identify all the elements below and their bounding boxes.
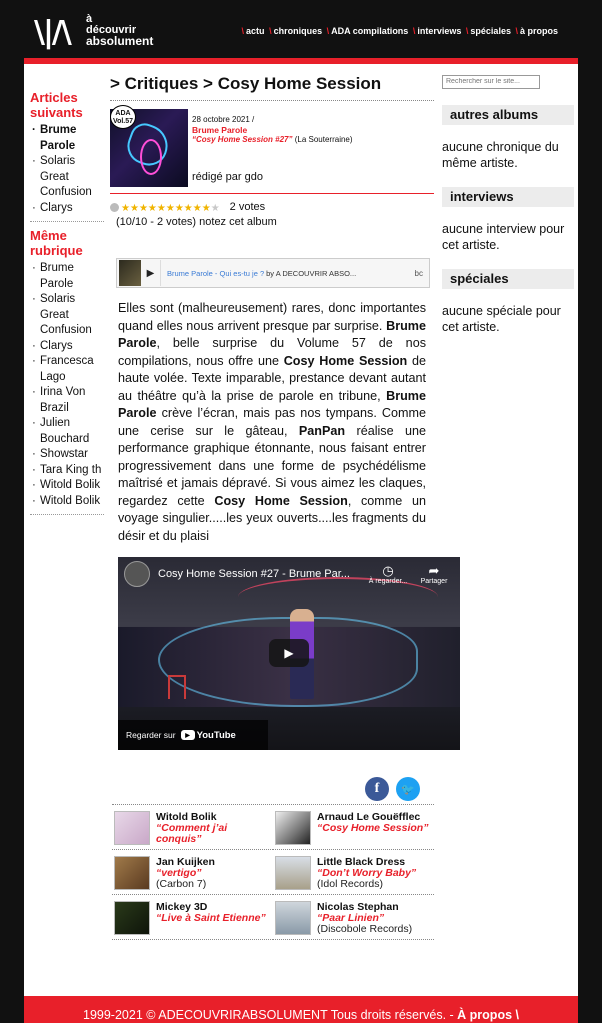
- articles-suivants-title: Articles suivants: [30, 90, 83, 120]
- speciales-block: [442, 269, 574, 335]
- sidebar-item-solaris[interactable]: · Solaris Great Confusion: [30, 154, 104, 201]
- speciales-heading: spéciales: [442, 269, 574, 289]
- interviews-heading: interviews: [442, 187, 574, 207]
- top-nav: \ actu \ chroniques \ ADA compilations \ interviews \ spéciales \ à propos: [241, 26, 558, 36]
- title-mention: Cosy Home Session: [214, 493, 348, 508]
- sidebar-item-clarys[interactable]: · Clarys: [30, 201, 104, 217]
- related-cover: [275, 901, 311, 935]
- star-icon[interactable]: ★: [201, 203, 211, 214]
- sidebar-item[interactable]: · Witold Bolik: [30, 478, 104, 494]
- nav-interviews[interactable]: interviews: [417, 26, 462, 36]
- related-cover: [114, 811, 150, 845]
- sidebar-item-brume-parole[interactable]: · Brume Parole: [30, 123, 104, 154]
- related-item[interactable]: Arnaud Le Gouëfflec “Cosy Home Session”: [273, 805, 434, 850]
- related-item[interactable]: Little Black Dress “Don’t Worry Baby” (Idol Records): [273, 850, 434, 895]
- star-icon[interactable]: ★: [174, 203, 184, 214]
- star-icon[interactable]: ★: [210, 203, 220, 214]
- sidebar-divider: [30, 221, 104, 222]
- related-cover: [114, 856, 150, 890]
- meme-rubrique-title: Même rubrique: [30, 228, 83, 258]
- title-mention: Cosy Home Session: [283, 353, 408, 368]
- main-content: [110, 72, 448, 750]
- play-icon[interactable]: ▶: [141, 260, 161, 286]
- related-item[interactable]: Witold Bolik “Comment j’ai conquis”: [112, 805, 273, 850]
- youtube-icon: ▶: [181, 730, 195, 740]
- watch-later-button[interactable]: ◷ À regarder...: [368, 562, 408, 585]
- page-frame-right: [578, 0, 602, 1023]
- nav-chroniques[interactable]: chroniques: [273, 26, 323, 36]
- star-icon[interactable]: ★: [121, 203, 130, 214]
- footer-a-propos-link[interactable]: À propos \: [457, 1008, 519, 1022]
- rating-row: [110, 200, 434, 214]
- sidebar-item[interactable]: · Brume Parole: [30, 261, 104, 292]
- nav-speciales[interactable]: spéciales: [470, 26, 511, 36]
- album-meta: [192, 115, 434, 145]
- review-text: Elles sont (malheureusement) rares, donc importantes quand elles nous arrivent presque par surprise. Brume Parole, belle surprise du Volume 57 de nos compilations, nous offre une Cosy Home Session de haute volée. Texte imparable, prestance devant autant au théâtre qu’à la prise de parole en tribune, Brume Parole crève l’écran, mais pas nos tympans. Comme une cerise sur le gâteau, PanPan réalise une performance graphique étonnante, nous faisant entrer progressivement dans une forme de psychédélisme maîtrisé et jamais dépravé. Si vous aimez les claques, regardez cette Cosy Home Session, comme un voyage singulier.....les yeux ouverts....les fragments du désir et du plaisi: [118, 301, 427, 543]
- votes-count: 2 votes: [229, 201, 266, 213]
- sidebar-left: [30, 90, 104, 521]
- video-header: [118, 557, 460, 591]
- rating-note: (10/10 - 2 votes) notez cet album: [116, 216, 277, 228]
- speciales-text: aucune spéciale pour cet artiste.: [442, 303, 561, 334]
- review-date: 28 octobre 2021 /: [192, 115, 255, 124]
- meme-rubrique-list: [30, 261, 104, 509]
- site-footer: [24, 996, 578, 1023]
- autres-albums-heading: autres albums: [442, 105, 574, 125]
- compilation-badge: ADA Vol.57: [110, 105, 136, 129]
- clock-icon: ◷: [382, 562, 394, 578]
- related-item[interactable]: Mickey 3D “Live à Saint Etienne”: [112, 895, 273, 940]
- sidebar-item[interactable]: · Clarys: [30, 339, 104, 355]
- rating-reset-icon[interactable]: [110, 203, 119, 212]
- interviews-text: aucune interview pour cet artiste.: [442, 221, 565, 252]
- sidebar-item[interactable]: · Francesca Lago: [30, 354, 104, 385]
- star-icon[interactable]: ★: [129, 203, 139, 214]
- sidebar-item[interactable]: · Showstar: [30, 447, 104, 463]
- player-cover: [119, 260, 141, 286]
- share-icon: ➦: [428, 562, 440, 578]
- articles-suivants-list: [30, 123, 104, 216]
- twitter-icon[interactable]: 🐦: [396, 777, 420, 801]
- watch-on-youtube[interactable]: Regarder sur ▶ YouTube: [118, 720, 268, 750]
- player-track-link[interactable]: Brume Parole - Qui es-tu je ?: [167, 268, 265, 278]
- autres-albums-text: aucune chronique du même artiste.: [442, 139, 559, 170]
- site-header: [24, 0, 578, 58]
- related-cover: [275, 811, 311, 845]
- artist-mention: Brume Parole: [118, 388, 426, 420]
- artist-mention: PanPan: [298, 423, 346, 438]
- star-icon[interactable]: ★: [183, 203, 193, 214]
- sidebar-divider: [30, 514, 104, 515]
- bandcamp-player[interactable]: [116, 258, 430, 288]
- review-author: rédigé par gdo: [192, 171, 263, 183]
- sidebar-item[interactable]: · Witold Bolik: [30, 494, 104, 510]
- share-buttons: [365, 777, 427, 801]
- related-cover: [275, 856, 311, 890]
- sidebar-right: [442, 70, 574, 335]
- star-icon[interactable]: ★: [192, 203, 202, 214]
- related-albums: [112, 804, 434, 940]
- sidebar-item[interactable]: · Julien Bouchard: [30, 416, 104, 447]
- logo-text: à découvrir absolument: [86, 13, 154, 48]
- nav-a-propos[interactable]: à propos: [519, 26, 558, 36]
- autres-albums-block: [442, 105, 574, 171]
- album-header: [110, 109, 434, 193]
- bandcamp-icon[interactable]: bc: [414, 268, 423, 278]
- video-play-button[interactable]: ▶: [269, 639, 309, 667]
- interviews-block: [442, 187, 574, 253]
- channel-avatar[interactable]: [124, 561, 150, 587]
- youtube-embed[interactable]: [118, 557, 460, 750]
- album-artist[interactable]: Brume Parole: [192, 125, 248, 135]
- star-icon[interactable]: ★: [165, 203, 175, 214]
- breadcrumb: > Critiques > Cosy Home Session: [110, 72, 434, 101]
- star-icon[interactable]: ★: [147, 203, 157, 214]
- video-title[interactable]: Cosy Home Session #27 - Brume Par...: [158, 568, 350, 580]
- facebook-icon[interactable]: f: [365, 777, 389, 801]
- author-divider: [110, 193, 434, 194]
- artist-mention: Brume Parole: [118, 318, 426, 350]
- related-item[interactable]: Nicolas Stephan “Paar Linien” (Discobole Records): [273, 895, 434, 940]
- search-input[interactable]: [442, 75, 540, 89]
- site-logo[interactable]: [34, 12, 164, 52]
- share-button[interactable]: ➦ Partager: [414, 564, 454, 585]
- sidebar-item[interactable]: · Irina Von Brazil: [30, 385, 104, 416]
- rating-stars[interactable]: [121, 198, 220, 216]
- album-title[interactable]: “Cosy Home Session #27”: [192, 135, 293, 144]
- nav-actu[interactable]: actu: [246, 26, 265, 36]
- footer-copyright: 1999-2021 © ADECOUVRIRABSOLUMENT Tous droits réservés. -: [83, 1008, 458, 1022]
- sidebar-item[interactable]: · Solaris Great Confusion: [30, 292, 104, 339]
- logo-mark: \|/\: [34, 15, 70, 50]
- sidebar-item[interactable]: · Tara King th: [30, 463, 104, 479]
- player-by: by A DECOUVRIR ABSO...: [266, 268, 357, 278]
- star-icon[interactable]: ★: [138, 203, 148, 214]
- page-frame-left: [0, 0, 24, 1023]
- header-red-bar: [24, 58, 578, 64]
- related-item[interactable]: Jan Kuijken “vertigo” (Carbon 7): [112, 850, 273, 895]
- related-cover: [114, 901, 150, 935]
- album-label: (La Souterraine): [294, 135, 353, 144]
- star-icon[interactable]: ★: [156, 203, 166, 214]
- nav-ada-compilations[interactable]: ADA compilations: [331, 26, 409, 36]
